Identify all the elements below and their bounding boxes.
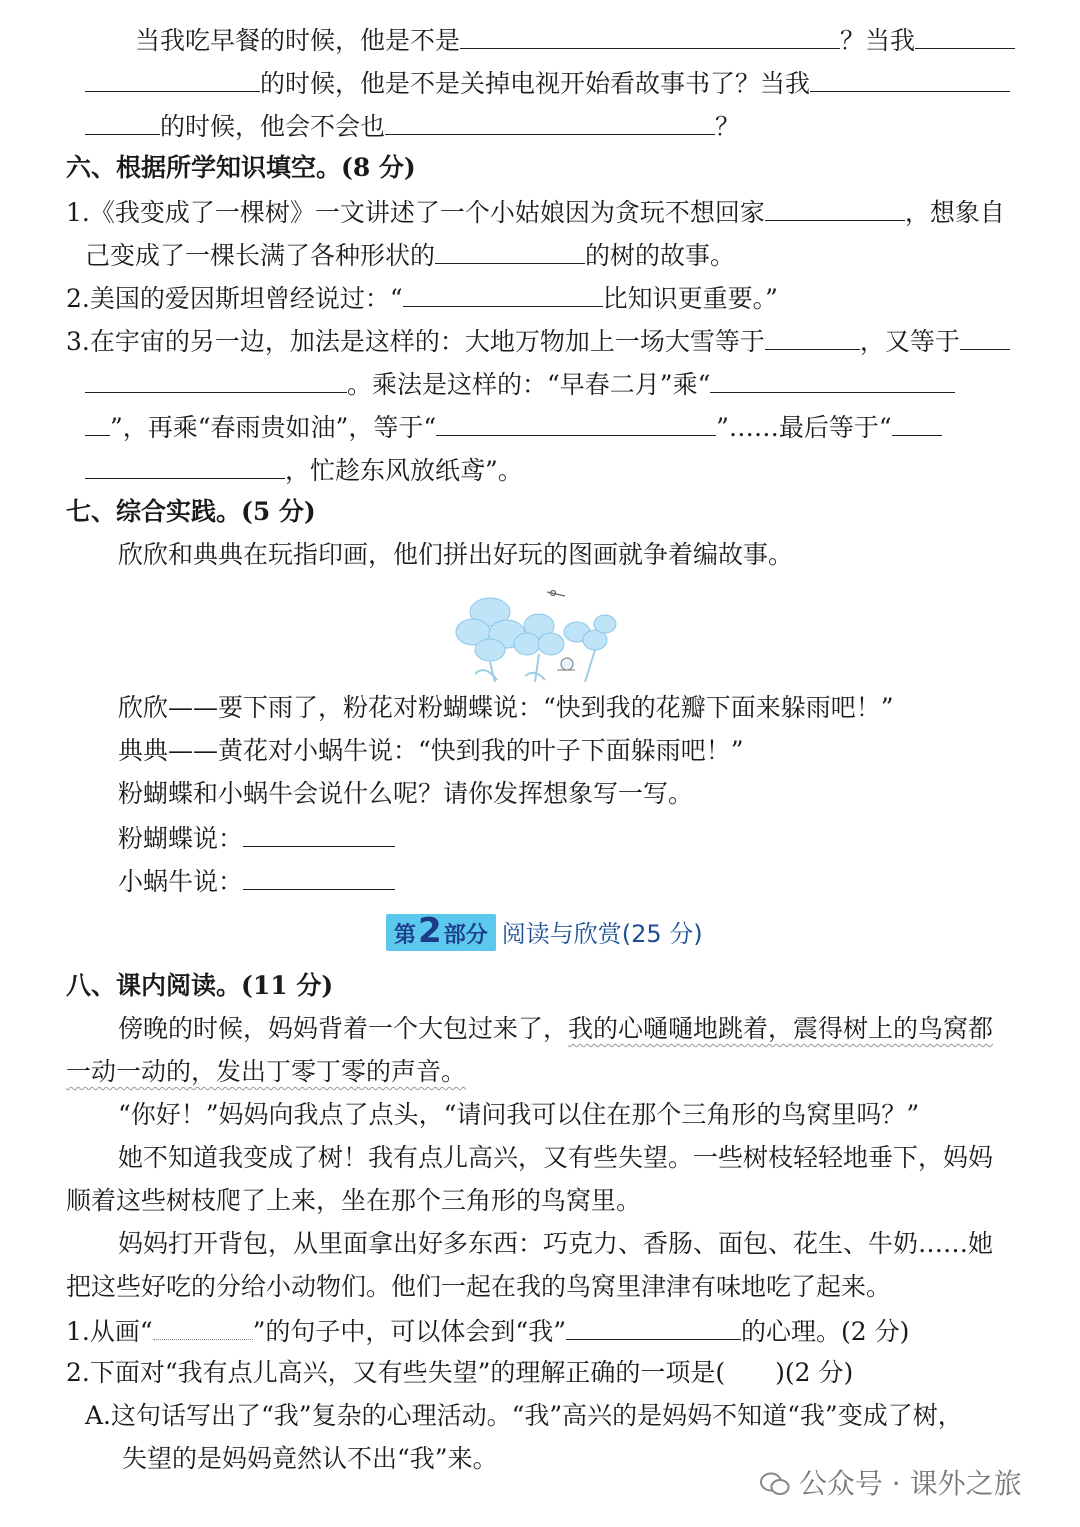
option-a: A.这句话写出了“我”复杂的心理活动。“我”高兴的是妈妈不知道“我”变成了树，: [85, 1401, 963, 1430]
answer-blank[interactable]: [765, 325, 860, 350]
option-a-cont: 失望的是妈妈竟然认不出“我”来。: [122, 1444, 498, 1473]
part-badge: 第2部分: [386, 914, 496, 951]
part-title: 阅读与欣赏(25 分): [501, 920, 703, 948]
question-line: 。乘法是这样的：“早春二月”乘“: [85, 368, 955, 400]
answer-blank[interactable]: [765, 196, 905, 221]
answer-blank[interactable]: [435, 239, 585, 264]
paragraph: 一动一动的，发出丁零丁零的声音。: [66, 1057, 467, 1086]
answer-blank[interactable]: [892, 411, 942, 436]
question-line: 1.《我变成了一棵树》一文讲述了一个小姑娘因为贪玩不想回家 ，想象自: [66, 198, 1005, 227]
question-line: 2.下面对“我有点儿高兴，又有些失望”的理解正确的一项是( )(2 分): [66, 1358, 854, 1387]
answer-blank[interactable]: [153, 1315, 253, 1340]
question-line: 1.从画“ ”的句子中，可以体会到“我” 的心理。(2 分): [66, 1317, 910, 1346]
paragraph: 粉蝴蝶和小蜗牛会说什么呢？请你发挥想象写一写。: [118, 779, 694, 808]
paragraph: “你好！”妈妈向我点了点头，“请问我可以住在那个三角形的鸟窝里吗？”: [118, 1100, 920, 1129]
wechat-icon: [760, 1471, 790, 1497]
question-line: 3.在宇宙的另一边，加法是这样的：大地万物加上一场大雪等于 ，又等于: [66, 325, 1010, 357]
answer-line: 小蜗牛说：: [118, 865, 395, 897]
answer-blank[interactable]: [243, 865, 395, 890]
answer-blank[interactable]: [85, 454, 285, 479]
question-line: 己变成了一棵长满了各种形状的 的树的故事。: [85, 241, 736, 270]
paragraph: 妈妈打开背包，从里面拿出好多东西：巧克力、香肠、面包、花生、牛奶……她: [118, 1229, 994, 1258]
question-line: 2.美国的爱因斯坦曾经说过：“ 比知识更重要。”: [66, 284, 778, 313]
paragraph: 傍晚的时候，妈妈背着一个大包过来了，我的心嗵嗵地跳着，震得树上的鸟窝都: [118, 1014, 994, 1043]
question-line: 的时候，他会不会也 ？: [85, 110, 740, 142]
paragraph: 把这些好吃的分给小动物们。他们一起在我的鸟窝里津津有味地吃了起来。: [66, 1272, 892, 1301]
paragraph: 顺着这些树枝爬了上来，坐在那个三角形的鸟窝里。: [66, 1186, 642, 1215]
section-title: 七、综合实践。(5 分): [66, 497, 316, 526]
paragraph: 她不知道我变成了树！我有点儿高兴，又有些失望。一些树枝轻轻地垂下，妈妈: [118, 1143, 994, 1172]
paragraph: 欣欣和典典在玩指印画，他们拼出好玩的图画就争着编故事。: [118, 540, 794, 569]
answer-blank[interactable]: [460, 24, 840, 49]
answer-blank[interactable]: [243, 822, 395, 847]
question-line: ，忙趁东风放纸鸢”。: [85, 454, 523, 486]
answer-blank[interactable]: [566, 1315, 741, 1340]
question-line: ”，再乘“春雨贵如油”，等于“ ”……最后等于“: [85, 411, 942, 443]
answer-blank[interactable]: [85, 67, 260, 92]
answer-blank[interactable]: [436, 411, 716, 436]
answer-blank[interactable]: [915, 24, 1015, 49]
answer-blank[interactable]: [85, 411, 110, 436]
question-line: 当我吃早餐的时候，他是不是 ？当我: [135, 24, 1015, 56]
answer-blank[interactable]: [385, 110, 715, 135]
part-banner: [386, 911, 703, 951]
answer-blank[interactable]: [710, 368, 955, 393]
watermark: 公众号 · 课外之旅: [760, 1462, 1022, 1502]
answer-blank[interactable]: [403, 282, 603, 307]
answer-blank[interactable]: [960, 325, 1010, 350]
fingerprint-flower-illustration: [455, 584, 630, 684]
paragraph: 典典——黄花对小蜗牛说：“快到我的叶子下面躲雨吧！”: [118, 736, 744, 765]
section-title: 六、根据所学知识填空。(8 分): [66, 153, 416, 182]
answer-line: 粉蝴蝶说：: [118, 822, 395, 854]
question-line: 的时候，他是不是关掉电视开始看故事书了？当我: [85, 67, 1010, 99]
section-title: 八、课内阅读。(11 分): [66, 971, 334, 1000]
answer-blank[interactable]: [85, 110, 160, 135]
paragraph: 欣欣——要下雨了，粉花对粉蝴蝶说：“快到我的花瓣下面来躲雨吧！”: [118, 693, 894, 722]
answer-blank[interactable]: [85, 368, 347, 393]
answer-blank[interactable]: [810, 67, 1010, 92]
